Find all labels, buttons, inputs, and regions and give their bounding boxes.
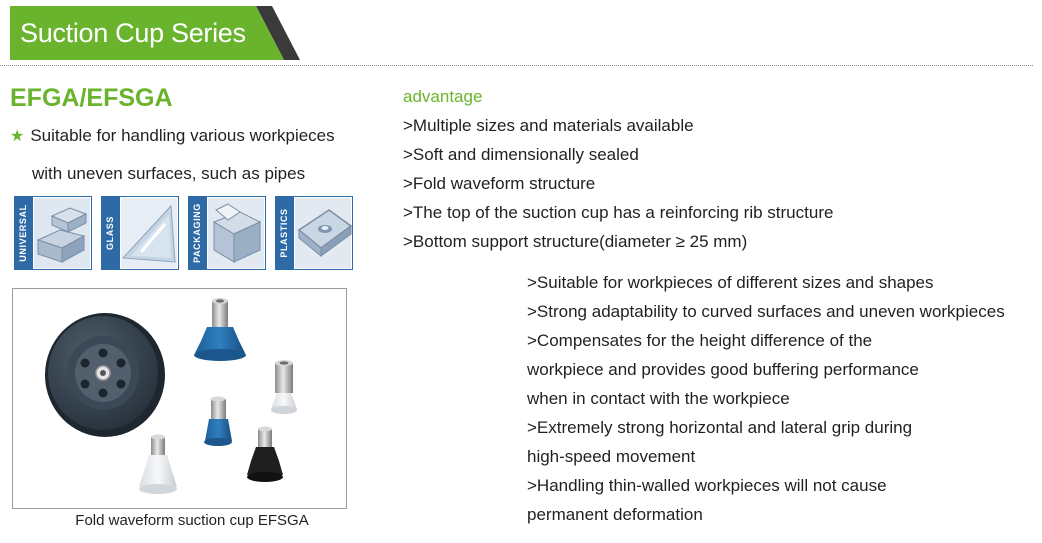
advantage-item-5: >Bottom support structure(diameter ≥ 25 mm): [403, 232, 748, 251]
feature-text-1: Suitable for handling various workpieces: [30, 126, 335, 145]
benefit-line-6: >Extremely strong horizontal and lateral grip during: [527, 418, 913, 437]
advantage-item-1: >Multiple sizes and materials available: [403, 116, 694, 135]
benefit-line-4: workpiece and provides good buffering performance: [527, 360, 919, 379]
application-label-2: GLASS: [105, 215, 115, 251]
application-label-1: UNIVERSAL: [18, 204, 28, 262]
application-icons: [14, 196, 354, 270]
benefit-line-2: >Strong adaptability to curved surfaces and uneven workpieces: [527, 302, 1005, 321]
advantage-item-4: >The top of the suction cup has a reinforcing rib structure: [403, 203, 834, 222]
benefit-line-8: >Handling thin-walled workpieces will not cause: [527, 476, 887, 495]
feature-line-1: [10, 126, 335, 146]
photo-caption: Fold waveform suction cup EFSGA: [75, 512, 309, 529]
header-divider: [0, 65, 1033, 66]
advantage-heading: advantage: [403, 87, 483, 106]
advantage-item-3: >Fold waveform structure: [403, 174, 596, 193]
benefit-line-1: >Suitable for workpieces of different sizes and shapes: [527, 273, 934, 292]
benefit-line-9: permanent deformation: [527, 505, 703, 524]
advantage-item-2: >Soft and dimensionally sealed: [403, 145, 639, 164]
glass-icon: [101, 196, 179, 270]
series-title: Suction Cup Series: [20, 18, 246, 48]
plastics-icon: [275, 196, 353, 270]
benefit-line-3: >Compensates for the height difference of the: [527, 331, 873, 350]
model-name: EFGA/EFSGA: [10, 84, 173, 112]
series-banner: [10, 6, 300, 60]
application-label-4: PLASTICS: [279, 208, 289, 258]
benefit-line-5: when in contact with the workpiece: [527, 389, 790, 408]
packaging-icon: [188, 196, 266, 270]
benefit-line-7: high-speed movement: [527, 447, 696, 466]
application-label-3: PACKAGING: [192, 203, 202, 263]
feature-line-2: with uneven surfaces, such as pipes: [32, 164, 306, 183]
star-icon: ★: [10, 128, 25, 145]
product-photo: [12, 288, 347, 509]
universal-icon: [14, 196, 92, 270]
suction-cups-illustration: [13, 289, 346, 508]
